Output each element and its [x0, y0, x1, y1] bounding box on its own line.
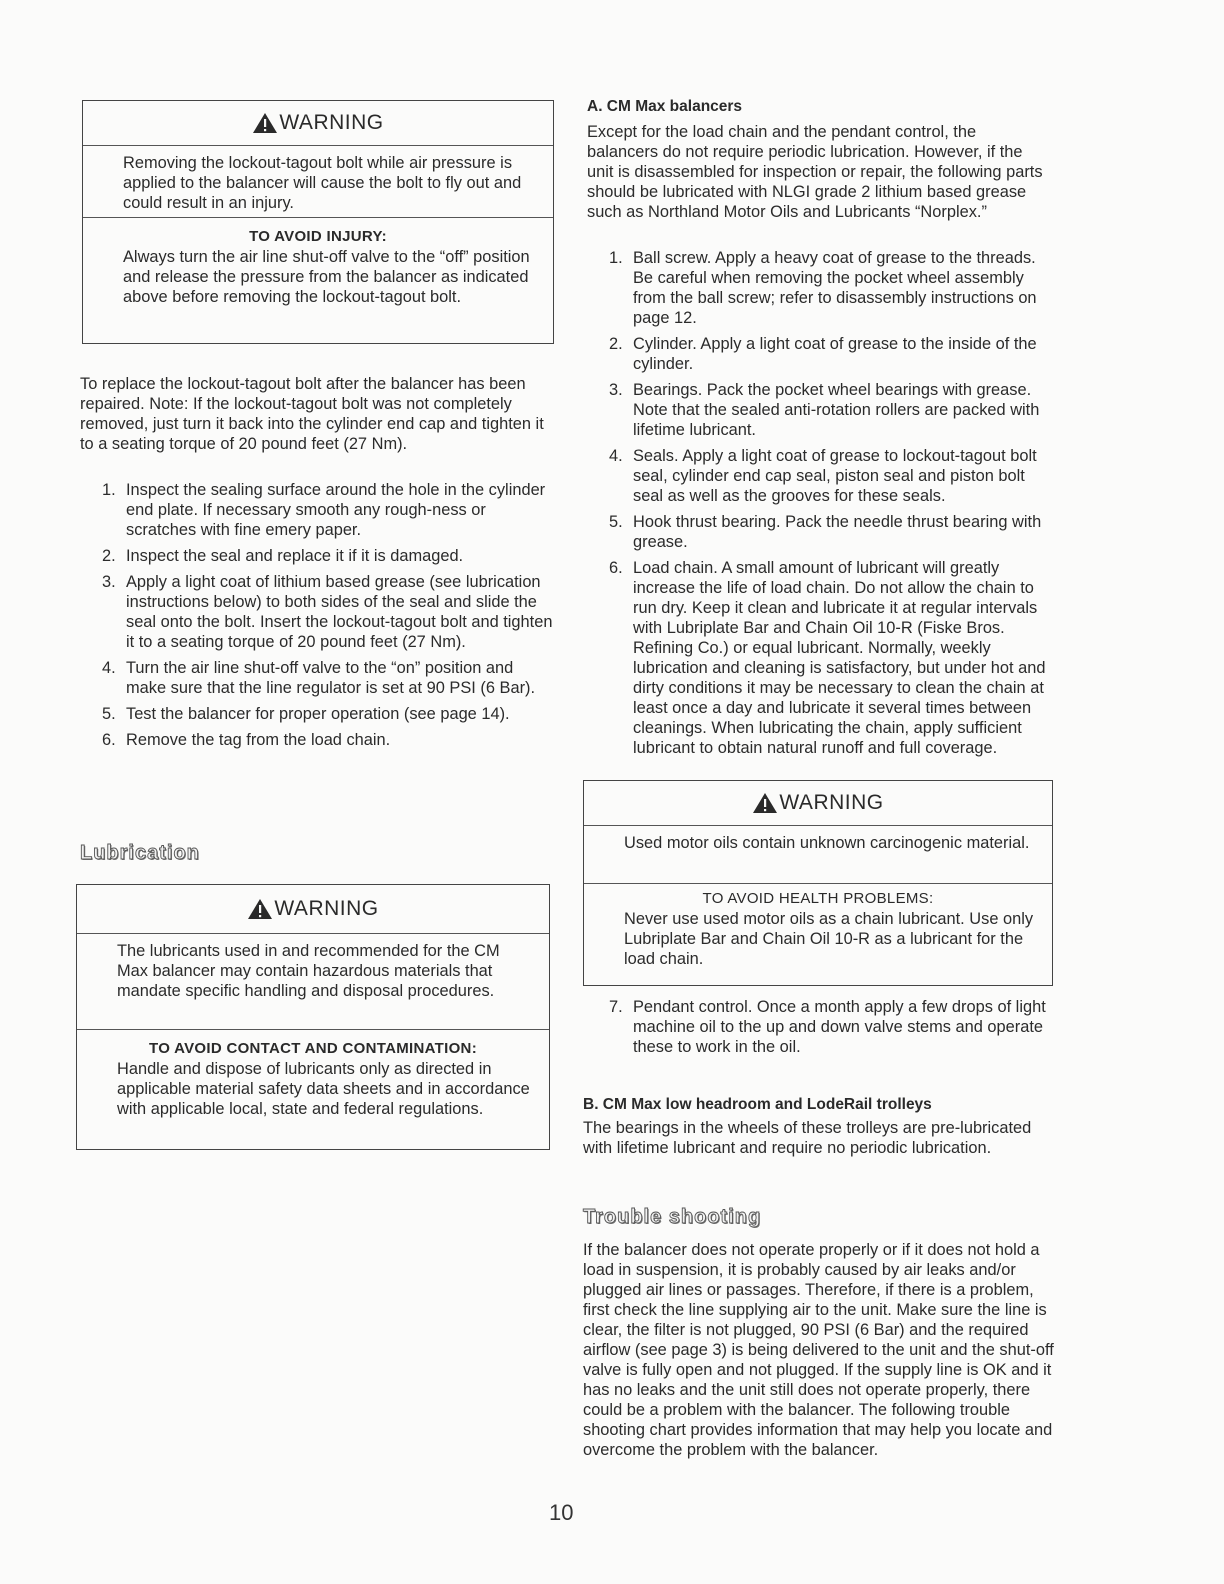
warning-body: Removing the lockout-tagout bolt while air pressure is applied to the balancer will cause the bolt to fly out and could result in an injury.	[123, 154, 522, 212]
warning-triangle-icon	[252, 112, 278, 134]
list-item: 5. Test the balancer for proper operation (see page 14).	[102, 705, 510, 723]
list-item: 4. Seals. Apply a light coat of grease to lockout-tagout bolt seal, cylinder end cap seal, piston seal and piston bolt seal as well as the grooves for these seals.	[609, 447, 1037, 505]
warning-triangle-icon	[247, 898, 273, 920]
warning-header-label: WARNING	[779, 791, 884, 814]
warning-avoid-section	[584, 883, 1052, 969]
warning-header	[77, 885, 549, 934]
warning-body: Used motor oils contain unknown carcinogenic material.	[624, 834, 1030, 852]
warning-avoid-title: TO AVOID CONTACT AND CONTAMINATION:	[149, 1040, 477, 1057]
trouble-shooting-body: If the balancer does not operate properly or if it does not hold a load in suspension, it is probably caused by air leaks and/or plugged air lines or passages. Therefore, if there is a problem, first check the line supplying air to the unit. Make sure the line is clear, the filter is not plugged, 90 PSI (6 Bar) and the required airflow (see page 3) is being delivered to the unit and the shut-off valve is fully open and not plugged. If the supply line is OK and it has no leaks and the unit still does not operate properly, there could be a problem with the balancer. The following trouble shooting chart provides information that may help you locate and overcome the problem with the balancer.	[583, 1241, 1054, 1459]
warning-avoid-title: TO AVOID INJURY:	[249, 228, 387, 245]
warning-header	[584, 781, 1052, 826]
list-item: 2. Inspect the seal and replace it if it is damaged.	[102, 547, 464, 565]
warning-box-lockout	[82, 100, 554, 344]
warning-avoid-title: TO AVOID HEALTH PROBLEMS:	[702, 890, 934, 907]
lubrication-steps-list	[609, 248, 1053, 758]
trouble-shooting-title: Trouble shooting	[583, 1206, 762, 1228]
warning-avoid-body: Always turn the air line shut-off valve to the “off” position and release the pressure from the balancer as indicated above before removing the lockout-tagout bolt.	[123, 248, 530, 306]
list-item: 2. Cylinder. Apply a light coat of grease to the inside of the cylinder.	[609, 335, 1037, 373]
warning-avoid-body: Handle and dispose of lubricants only as directed in applicable material safety data sheets and in accordance with applicable local, state and federal regulations.	[117, 1060, 530, 1118]
warning-avoid-section	[77, 1029, 549, 1119]
warning-header	[83, 101, 553, 146]
page-number: 10	[549, 1500, 574, 1525]
warning-header-label: WARNING	[279, 111, 384, 134]
list-item: 5. Hook thrust bearing. Pack the needle thrust bearing with grease.	[609, 513, 1042, 551]
lubrication-title: Lubrication	[80, 842, 200, 864]
warning-body: The lubricants used in and recommended for the CM Max balancer may contain hazardous materials that mandate specific handling and disposal procedures.	[117, 942, 500, 1000]
section-b-body: The bearings in the wheels of these trolleys are pre-lubricated with lifetime lubricant and require no periodic lubrication.	[583, 1119, 1032, 1157]
warning-avoid-section	[83, 217, 553, 307]
list-item: 1. Inspect the sealing surface around the hole in the cylinder end plate. If necessary smooth any rough-ness or scratches with fine emery paper.	[102, 481, 546, 539]
list-item: 6. Load chain. A small amount of lubricant will greatly increase the life of load chain. Do not allow the chain to run dry. Keep it clean and lubricate it at regular intervals with Lubriplate Bar and Chain Oil 10-R (Fiske Bros. Refining Co.) or equal lubricant. Normally, weekly lubrication and cleaning is satisfactory, but under hot and dirty conditions it may be necessary to clean the chain at least once a day and lubricate it several times between cleanings. When lubricating the chain, apply sufficient lubricant to obtain natural runoff and full coverage.	[609, 559, 1046, 757]
list-item: 3. Apply a light coat of lithium based grease (see lubrication instructions below) to both sides of the seal and slide the seal onto the bolt. Insert the lockout-tagout bolt and tighten it to a seating torque of 20 pound feet (27 Nm).	[102, 573, 553, 651]
list-item: 1. Ball screw. Apply a heavy coat of grease to the threads. Be careful when removing the pocket wheel assembly from the ball screw; refer to disassembly instructions on page 12.	[609, 249, 1037, 327]
list-item: 6. Remove the tag from the load chain.	[102, 731, 391, 749]
warning-box-lubricants	[76, 884, 550, 1150]
warning-triangle-icon	[752, 792, 778, 814]
section-b-title: B. CM Max low headroom and LodeRail trolleys	[583, 1096, 932, 1113]
lubrication-steps-list-continued	[609, 997, 1053, 1057]
section-a-title: A. CM Max balancers	[587, 98, 743, 115]
replace-intro: To replace the lockout-tagout bolt after the balancer has been repaired. Note: If the lockout-tagout bolt was not completely removed, just turn it back into the cylinder end cap and tighten it to a seating torque of 20 pound feet (27 Nm).	[80, 375, 544, 453]
list-item: 4. Turn the air line shut-off valve to the “on” position and make sure that the line regulator is set at 90 PSI (6 Bar).	[102, 659, 536, 697]
warning-header-label: WARNING	[274, 897, 379, 920]
warning-avoid-body: Never use used motor oils as a chain lubricant. Use only Lubriplate Bar and Chain Oil 10-R as a lubricant for the load chain.	[624, 910, 1034, 968]
section-a-intro: Except for the load chain and the pendant control, the balancers do not require periodic lubrication. However, if the unit is disassembled for inspection or repair, the following parts should be lubricated with NLGI grade 2 lithium based grease such as Northland Motor Oils and Lubricants “Norplex.”	[587, 123, 1043, 221]
list-item: 7. Pendant control. Once a month apply a few drops of light machine oil to the up and down valve stems and operate these to work in the oil.	[609, 998, 1046, 1056]
warning-box-motor-oils	[583, 780, 1053, 986]
list-item: 3. Bearings. Pack the pocket wheel bearings with grease. Note that the sealed anti-rotation rollers are packed with lifetime lubricant.	[609, 381, 1040, 439]
replace-steps-list	[102, 480, 554, 750]
